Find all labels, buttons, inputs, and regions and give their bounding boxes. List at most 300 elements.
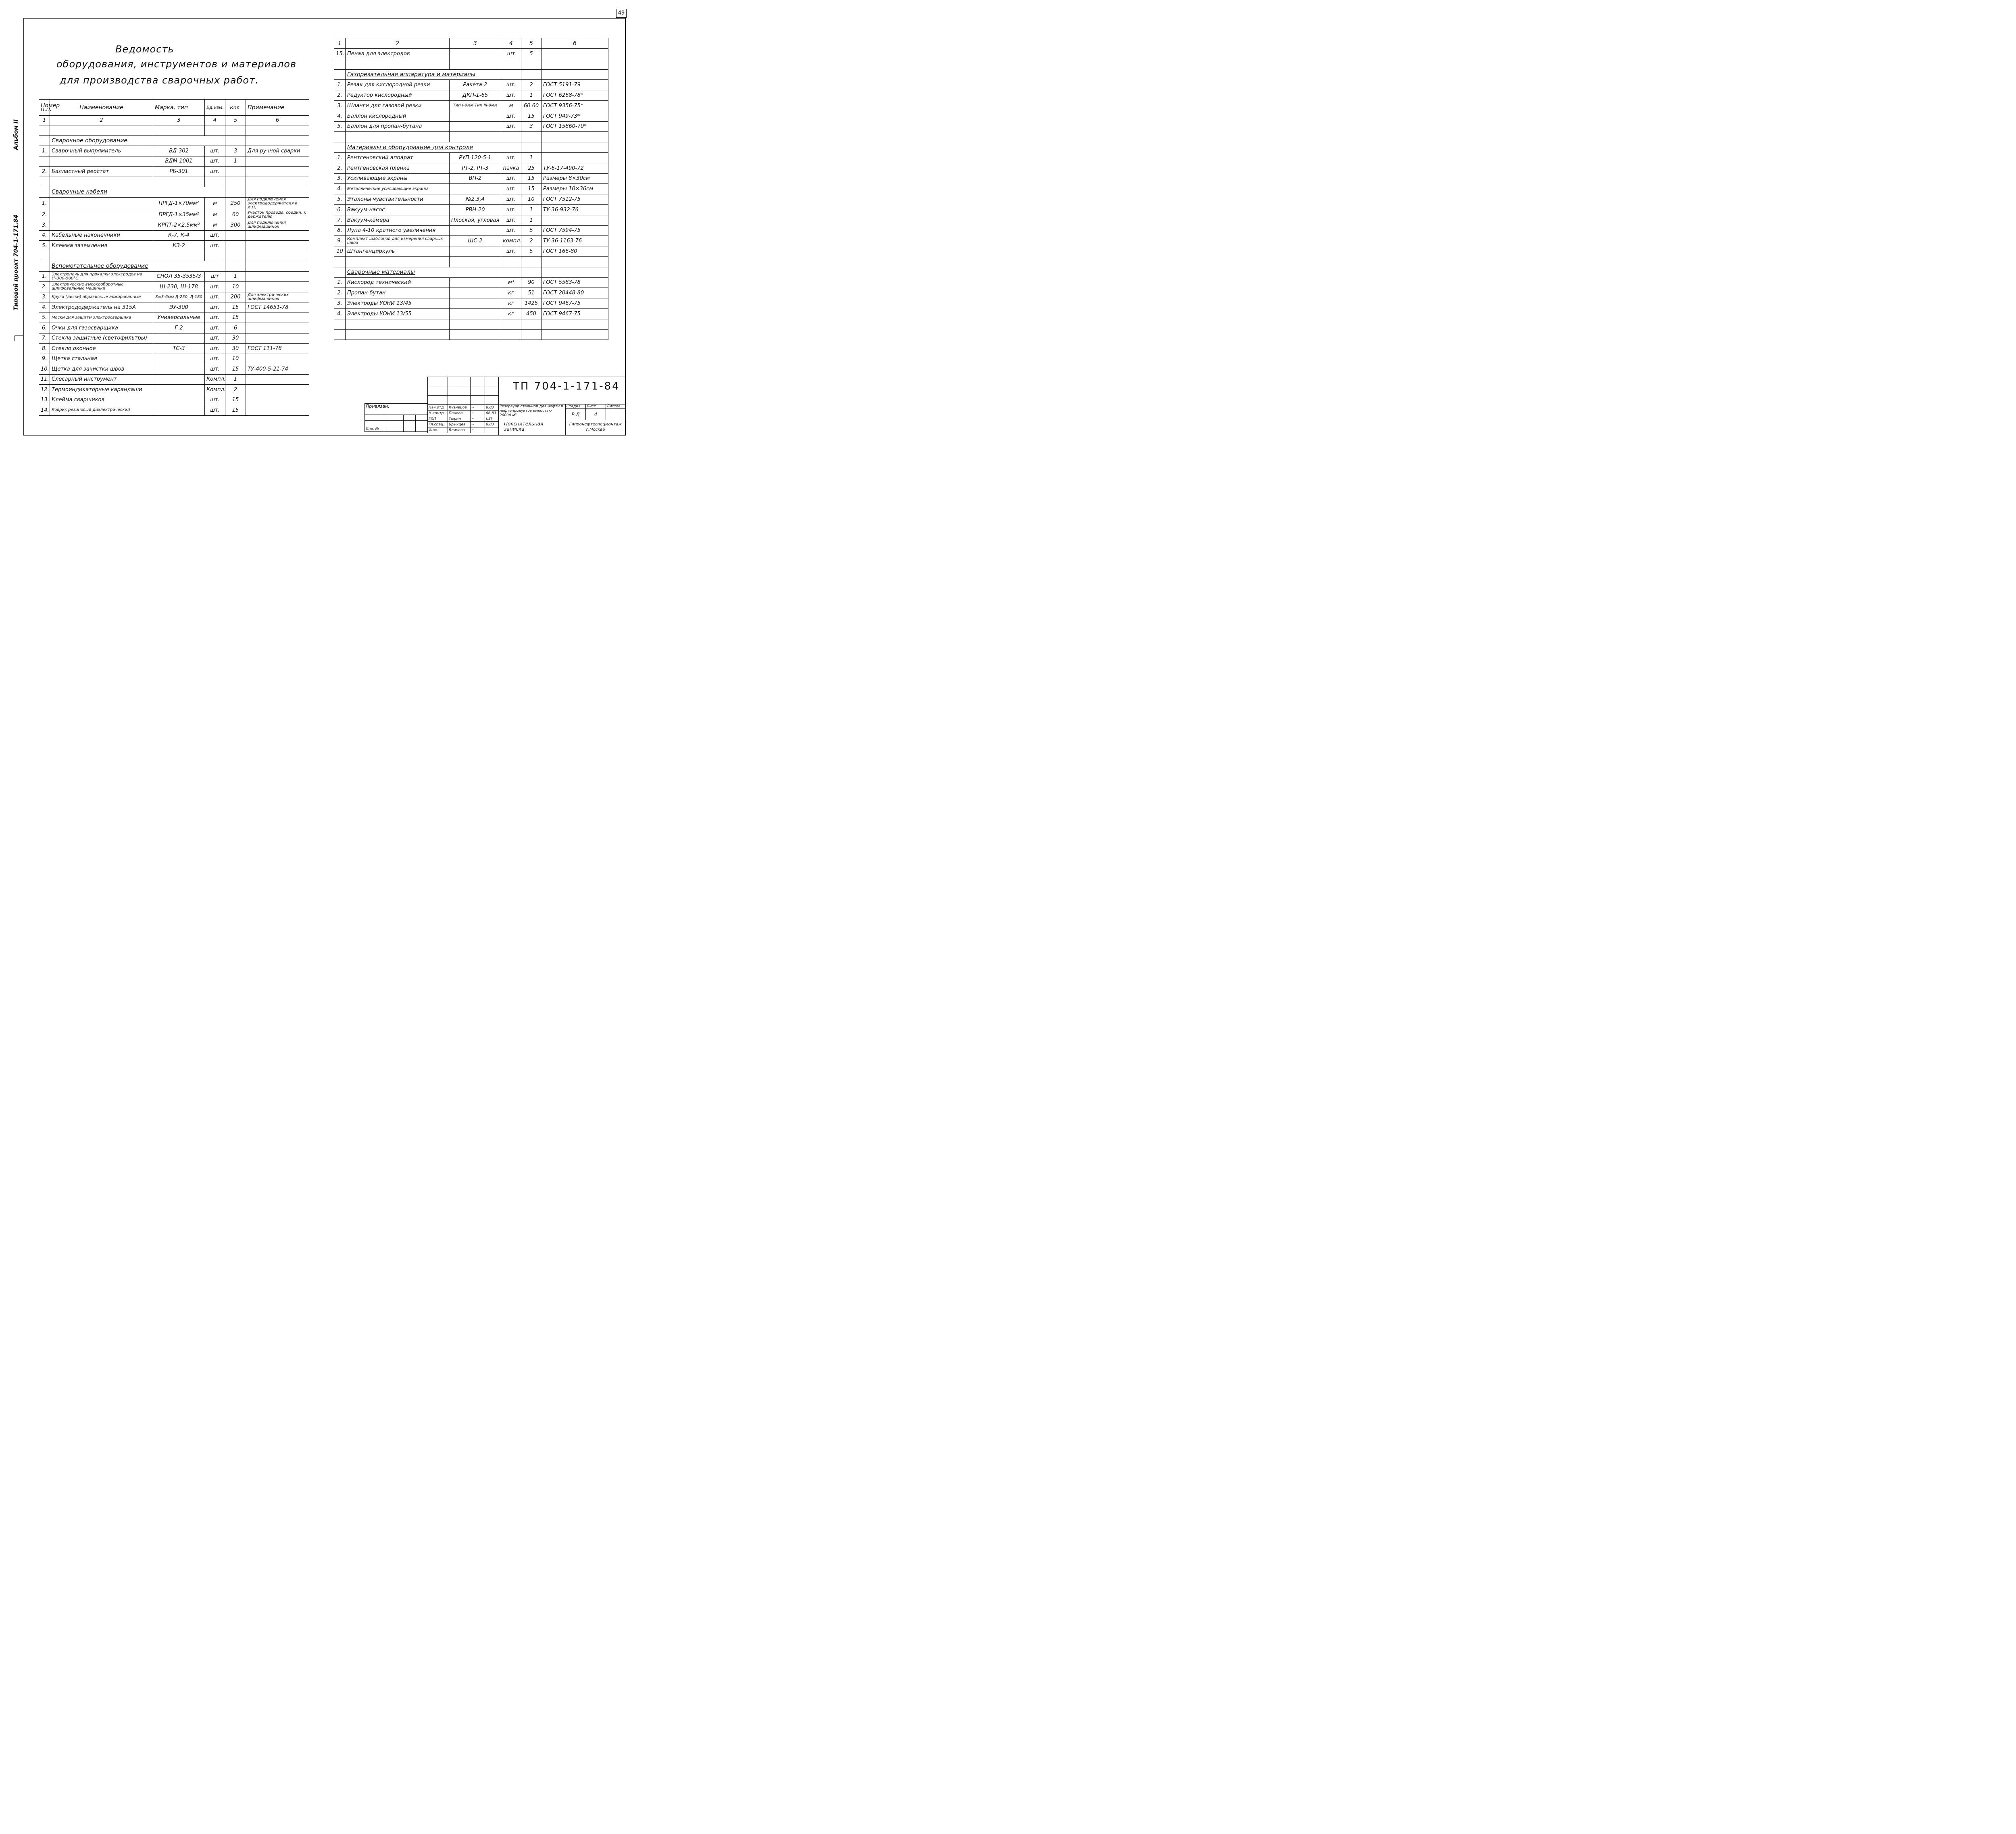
item-mark	[450, 277, 501, 288]
item-note: ГОСТ 949-73*	[541, 111, 608, 121]
item-note: ГОСТ 5191-79	[541, 80, 608, 90]
item-unit: шт.	[501, 194, 521, 205]
item-unit: кг	[501, 288, 521, 298]
col-number-5: 5	[225, 116, 246, 125]
item-name: Сварочный выпрямитель	[50, 146, 153, 156]
item-unit: шт.	[501, 204, 521, 215]
item-qty: 2	[521, 80, 541, 90]
item-unit: Компл.	[205, 374, 225, 385]
item-note: ГОСТ 166-80	[541, 246, 608, 257]
item-unit: шт.	[205, 364, 225, 375]
item-note: Размеры 8×30см	[541, 173, 608, 184]
cell	[541, 69, 608, 80]
item-unit: шт.	[205, 230, 225, 241]
item-unit: шт.	[205, 146, 225, 156]
item-unit: м³	[501, 277, 521, 288]
item-name: Электрододержатель на 315А	[50, 302, 153, 313]
cell	[246, 135, 309, 146]
col-number-2: 2	[50, 116, 153, 125]
item-mark: РБ-301	[153, 167, 205, 177]
item-unit	[205, 251, 225, 261]
item-qty: 250	[225, 197, 246, 210]
item-mark: КЗ-2	[153, 241, 205, 251]
table-row	[334, 204, 608, 215]
stamp-role: Н.контр.	[428, 411, 448, 416]
row-number: 15.	[334, 49, 346, 59]
table-row	[39, 385, 309, 395]
item-name: Термоиндикаторные карандаши	[50, 385, 153, 395]
item-qty: 1	[225, 156, 246, 167]
item-qty: 5	[521, 246, 541, 257]
row-number	[39, 156, 50, 167]
stage-label: Стадия	[566, 404, 586, 409]
item-mark	[450, 298, 501, 309]
section-heading: Вспомогательное оборудование	[50, 261, 225, 272]
row-number: 14.	[39, 405, 50, 416]
item-mark	[450, 111, 501, 121]
item-note: ГОСТ 6268-78*	[541, 90, 608, 101]
row-number: 2.	[334, 90, 346, 101]
section-heading: Материалы и оборудование для контроля	[346, 142, 521, 153]
section-row	[334, 142, 608, 153]
item-note: ГОСТ 5583-78	[541, 277, 608, 288]
item-mark	[450, 225, 501, 236]
item-mark: Г-2	[153, 323, 205, 333]
item-mark: РТ-2, РТ-3	[450, 163, 501, 173]
row-number	[334, 319, 346, 329]
table-row	[334, 256, 608, 267]
table-row	[334, 288, 608, 298]
item-name: Клейма сварщиков	[50, 395, 153, 405]
side-label-project: Типовой проект 704-1-171.84	[13, 215, 19, 311]
item-mark	[450, 121, 501, 132]
item-mark	[153, 333, 205, 344]
item-name	[50, 210, 153, 220]
table-row	[39, 344, 309, 354]
item-qty: 2	[225, 385, 246, 395]
item-name: Эталоны чувствительности	[346, 194, 450, 205]
row-number	[334, 329, 346, 340]
item-name: Очки для газосварщика	[50, 323, 153, 333]
table-row	[39, 156, 309, 167]
item-note: ТУ-36-932-76	[541, 204, 608, 215]
table-row	[334, 308, 608, 319]
item-note	[541, 256, 608, 267]
item-note: ГОСТ 111-78	[246, 344, 309, 354]
item-name	[50, 220, 153, 231]
row-number: 2.	[39, 167, 50, 177]
item-unit: шт.	[501, 90, 521, 101]
item-note: ТУ-6-17-490-72	[541, 163, 608, 173]
item-mark	[450, 59, 501, 69]
row-number	[334, 267, 346, 277]
cell	[225, 187, 246, 198]
item-qty	[225, 125, 246, 136]
item-name	[50, 197, 153, 210]
item-note: Для подключения шлифмашинок	[246, 220, 309, 231]
item-name: Клемма заземления	[50, 241, 153, 251]
item-mark: Ракета-2	[450, 80, 501, 90]
table-row	[334, 319, 608, 329]
table-row	[39, 374, 309, 385]
table-row	[334, 132, 608, 142]
item-mark	[450, 256, 501, 267]
table-row	[39, 313, 309, 323]
item-name: Слесарный инструмент	[50, 374, 153, 385]
item-note	[541, 329, 608, 340]
item-mark	[153, 374, 205, 385]
row-number: 10.	[39, 364, 50, 375]
row-number: 7.	[39, 333, 50, 344]
stamp-date: 6.83	[485, 422, 499, 427]
item-name	[346, 132, 450, 142]
item-unit: шт.	[501, 215, 521, 225]
item-note: ГОСТ 9467-75	[541, 298, 608, 309]
item-qty: 15	[225, 313, 246, 323]
item-mark	[153, 385, 205, 395]
table-row	[39, 220, 309, 231]
sheet-number: 49	[616, 9, 627, 18]
row-number: 3.	[334, 298, 346, 309]
header-number: Номер п.п.	[39, 100, 50, 116]
item-name: Маски для защиты электросварщика	[50, 313, 153, 323]
table-row	[39, 395, 309, 405]
item-unit: пачка	[501, 163, 521, 173]
row-number: 2.	[334, 163, 346, 173]
item-name: Рентгеновская пленка	[346, 163, 450, 173]
title-line-3: для производства сварочных работ.	[60, 75, 259, 86]
row-number	[39, 261, 50, 272]
item-unit: м	[205, 210, 225, 220]
header-note: Примечание	[246, 100, 309, 116]
item-unit	[501, 319, 521, 329]
table-row	[39, 210, 309, 220]
inventory-label: Инв. №	[365, 426, 384, 432]
item-mark	[450, 288, 501, 298]
item-note: Для подключения электрододержателя к И.П.	[246, 197, 309, 210]
row-number	[334, 59, 346, 69]
stamp-role: ГИП	[428, 416, 448, 422]
row-number: 5.	[39, 241, 50, 251]
item-note	[246, 333, 309, 344]
row-number: 1.	[334, 80, 346, 90]
item-unit: компл.	[501, 236, 521, 246]
row-number: 4.	[39, 230, 50, 241]
row-number	[334, 142, 346, 153]
item-name: Коврик резиновый диэлектрический	[50, 405, 153, 416]
item-unit: кг	[501, 298, 521, 309]
stamp-signature: ~	[471, 405, 485, 411]
cell	[225, 135, 246, 146]
item-name: Щетка стальная	[50, 354, 153, 364]
title-line-2: оборудования, инструментов и материалов	[56, 58, 297, 70]
item-unit: шт.	[205, 292, 225, 302]
row-number: 9.	[39, 354, 50, 364]
item-unit: шт.	[205, 354, 225, 364]
col-number-3: 3	[450, 38, 501, 49]
item-qty: 1	[521, 90, 541, 101]
table-row	[334, 194, 608, 205]
item-name: Электропечь для прокалки электродов на t°-300-500°С	[50, 271, 153, 282]
side-mark	[15, 336, 23, 341]
item-name: Комплект шаблонов для измерения сварных швов	[346, 236, 450, 246]
item-name: Вакуум-насос	[346, 204, 450, 215]
item-unit: шт.	[501, 184, 521, 194]
table-row	[334, 236, 608, 246]
item-note	[246, 230, 309, 241]
left-equipment-table	[39, 99, 309, 416]
item-unit: шт.	[205, 167, 225, 177]
row-number: 3.	[39, 292, 50, 302]
stamp-signature: ~	[471, 416, 485, 422]
item-note: Участок провода, соедин. к держателю	[246, 210, 309, 220]
item-qty: 450	[521, 308, 541, 319]
item-unit: шт.	[205, 156, 225, 167]
item-qty: 25	[521, 163, 541, 173]
sheet-value: 4	[586, 409, 606, 420]
item-qty	[521, 319, 541, 329]
item-qty	[521, 329, 541, 340]
item-name: Круги (диски) абразивные армированные	[50, 292, 153, 302]
item-qty: 5	[521, 49, 541, 59]
item-note	[246, 251, 309, 261]
item-note	[541, 132, 608, 142]
item-qty: 1	[225, 374, 246, 385]
item-name	[346, 329, 450, 340]
item-name: Резак для кислородной резки	[346, 80, 450, 90]
item-note	[246, 374, 309, 385]
item-note: Размеры 10×36см	[541, 184, 608, 194]
col-number-3: 3	[153, 116, 205, 125]
table-row	[39, 282, 309, 292]
item-mark: ТС-3	[153, 344, 205, 354]
item-note	[541, 49, 608, 59]
table-row	[39, 251, 309, 261]
row-number: 4.	[334, 308, 346, 319]
cell	[246, 261, 309, 272]
item-qty: 3	[225, 146, 246, 156]
item-unit	[205, 125, 225, 136]
item-name	[50, 177, 153, 187]
table-row	[334, 329, 608, 340]
table-row	[39, 125, 309, 136]
organization: Гипронефтеспецмонтаж г.Москва	[569, 422, 622, 432]
item-mark: ВД-302	[153, 146, 205, 156]
item-qty: 60 60	[521, 100, 541, 111]
item-name	[50, 251, 153, 261]
row-number	[39, 125, 50, 136]
item-unit: шт.	[501, 121, 521, 132]
table-row	[39, 241, 309, 251]
item-note	[246, 405, 309, 416]
item-note	[246, 167, 309, 177]
table-row	[334, 152, 608, 163]
item-mark: КРПТ-2×2,5мм²	[153, 220, 205, 231]
table-row	[334, 90, 608, 101]
table-row	[39, 364, 309, 375]
stamp-person: Тюрин	[448, 416, 471, 422]
item-unit: шт.	[205, 405, 225, 416]
item-qty: 15	[225, 302, 246, 313]
table-row	[39, 177, 309, 187]
section-heading: Сварочное оборудование	[50, 135, 225, 146]
row-number: 2.	[39, 282, 50, 292]
row-number	[334, 69, 346, 80]
item-mark: ПРГД-1×70мм²	[153, 197, 205, 210]
item-qty	[225, 177, 246, 187]
item-name: Металлические усиливающие экраны	[346, 184, 450, 194]
section-heading: Сварочные кабели	[50, 187, 225, 198]
row-number: 4.	[39, 302, 50, 313]
item-unit	[501, 256, 521, 267]
item-note: Для электрических шлифмашинок	[246, 292, 309, 302]
stamp-date	[485, 427, 499, 433]
item-note	[246, 395, 309, 405]
table-row	[334, 173, 608, 184]
table-row	[334, 59, 608, 69]
item-name: Усиливающие экраны	[346, 173, 450, 184]
item-name	[346, 59, 450, 69]
section-row	[39, 135, 309, 146]
table-row	[334, 121, 608, 132]
item-name: Баллон для пропан-бутана	[346, 121, 450, 132]
item-mark	[153, 251, 205, 261]
item-qty	[225, 241, 246, 251]
item-unit: шт	[501, 49, 521, 59]
table-row	[39, 230, 309, 241]
item-unit: м	[205, 220, 225, 231]
item-mark: ШС-2	[450, 236, 501, 246]
item-mark	[153, 177, 205, 187]
item-unit: шт.	[501, 173, 521, 184]
item-name: Пропан-бутан	[346, 288, 450, 298]
section-row	[334, 267, 608, 277]
item-unit: шт.	[501, 246, 521, 257]
table-row	[39, 302, 309, 313]
section-row	[334, 69, 608, 80]
item-name	[50, 125, 153, 136]
stamp-date: (.3)	[485, 416, 499, 422]
item-mark: S=3-6мм Д-230, Д-180	[153, 292, 205, 302]
item-name: Баллон кислородный	[346, 111, 450, 121]
item-mark: РУП 120-5-1	[450, 152, 501, 163]
item-qty	[225, 230, 246, 241]
title-line-1: Ведомость	[115, 44, 174, 55]
row-number: 11.	[39, 374, 50, 385]
item-qty	[225, 167, 246, 177]
item-note: ГОСТ 14651-78	[246, 302, 309, 313]
item-qty: 30	[225, 344, 246, 354]
item-mark	[153, 364, 205, 375]
cell	[246, 187, 309, 198]
col-number-6: 6	[246, 116, 309, 125]
item-name: Шланги для газовой резки	[346, 100, 450, 111]
stamp-role: Нач.отд.	[428, 405, 448, 411]
item-note	[246, 385, 309, 395]
item-mark: ВДМ-1001	[153, 156, 205, 167]
cell	[521, 142, 541, 153]
row-number: 8.	[334, 225, 346, 236]
row-number: 1.	[39, 146, 50, 156]
table-row	[39, 146, 309, 156]
stamp-signature: ~	[471, 422, 485, 427]
item-note	[246, 177, 309, 187]
header-unit: Ед.изм.	[205, 100, 225, 116]
item-mark: К-7, К-4	[153, 230, 205, 241]
item-qty: 1	[225, 271, 246, 282]
row-number: 1.	[334, 277, 346, 288]
cell	[521, 267, 541, 277]
stamp-person: Блинова	[448, 427, 471, 433]
item-mark	[450, 132, 501, 142]
item-unit: шт.	[205, 323, 225, 333]
item-mark	[450, 308, 501, 319]
item-mark: ВП-2	[450, 173, 501, 184]
item-unit: шт.	[205, 395, 225, 405]
header-mark: Марка, тип	[153, 100, 205, 116]
section-heading: Сварочные материалы	[346, 267, 521, 277]
item-unit: шт.	[205, 344, 225, 354]
item-mark: Ш-230, Ш-178	[153, 282, 205, 292]
item-name: Пенал для электродов	[346, 49, 450, 59]
item-unit	[205, 177, 225, 187]
table-row	[39, 354, 309, 364]
item-qty	[521, 59, 541, 69]
item-note	[246, 125, 309, 136]
item-note: ГОСТ 7512-75	[541, 194, 608, 205]
item-mark: Тип I-9мм Тип III-9мм	[450, 100, 501, 111]
row-number: 9.	[334, 236, 346, 246]
table-row	[39, 167, 309, 177]
item-qty: 30	[225, 333, 246, 344]
row-number: 6.	[334, 204, 346, 215]
binding-block	[364, 403, 428, 432]
col-number-2: 2	[346, 38, 450, 49]
item-qty: 15	[225, 395, 246, 405]
row-number	[334, 256, 346, 267]
item-name: Стекло оконное	[50, 344, 153, 354]
table-row	[334, 246, 608, 257]
item-note	[246, 271, 309, 282]
row-number: 4.	[334, 111, 346, 121]
item-unit: Компл.	[205, 385, 225, 395]
item-note	[541, 319, 608, 329]
stamp-signature: ~	[471, 427, 485, 433]
table-row	[334, 277, 608, 288]
item-name	[50, 156, 153, 167]
stamp-role: Инж.	[428, 427, 448, 433]
row-number	[334, 132, 346, 142]
row-number: 10	[334, 246, 346, 257]
stamp-role: Гл.спец.	[428, 422, 448, 427]
item-mark	[153, 125, 205, 136]
item-name: Редуктор кислородный	[346, 90, 450, 101]
item-qty: 1	[521, 215, 541, 225]
table-row	[334, 80, 608, 90]
item-qty: 15	[521, 173, 541, 184]
item-qty: 2	[521, 236, 541, 246]
table-row	[39, 197, 309, 210]
item-unit: шт.	[501, 80, 521, 90]
item-unit	[501, 59, 521, 69]
item-mark	[153, 395, 205, 405]
item-mark: СНОЛ 35-3535/3	[153, 271, 205, 282]
row-number: 12.	[39, 385, 50, 395]
row-number: 1.	[334, 152, 346, 163]
table-row	[334, 100, 608, 111]
table-row	[39, 405, 309, 416]
item-qty: 6	[225, 323, 246, 333]
